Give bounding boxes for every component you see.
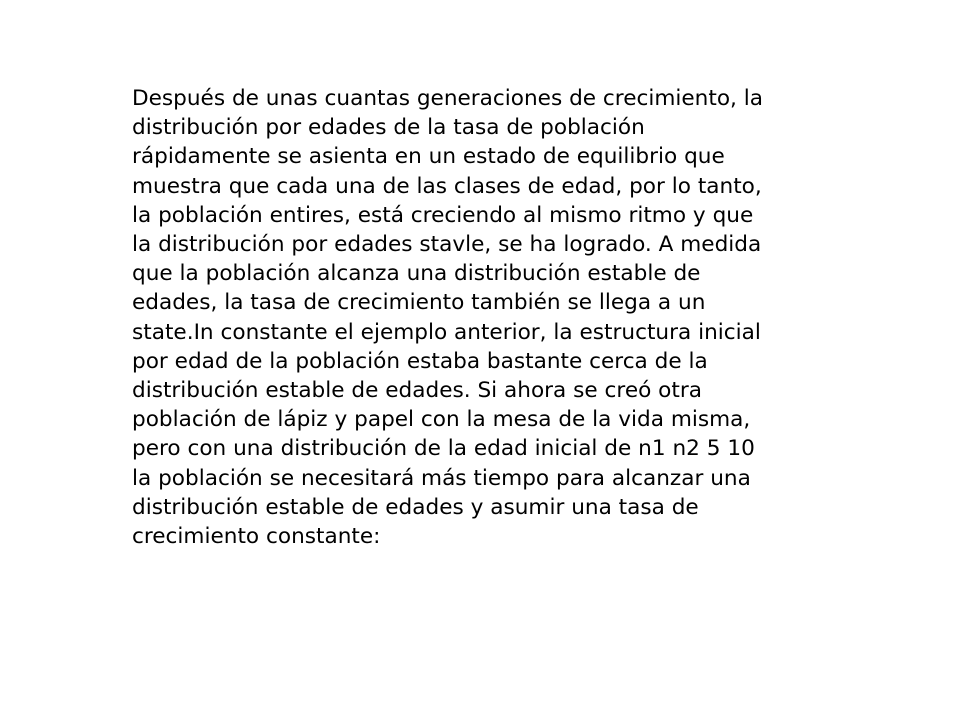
paragraph-line: edades, la tasa de crecimiento también se llega a un bbox=[132, 290, 706, 316]
paragraph-line: distribución por edades de la tasa de población bbox=[132, 115, 645, 141]
paragraph-line: la distribución por edades stavle, se ha logrado. A medida bbox=[132, 232, 762, 258]
paragraph-line: por edad de la población estaba bastante cerca de la bbox=[132, 348, 708, 374]
paragraph-line: state.In constante el ejemplo anterior, la estructura inicial bbox=[132, 319, 761, 345]
paragraph-line: rápidamente se asienta en un estado de equilibrio que bbox=[132, 144, 725, 170]
paragraph-line: la población entires, está creciendo al mismo ritmo y que bbox=[132, 202, 754, 228]
paragraph-line: pero con una distribución de la edad inicial de n1 n2 5 10 bbox=[132, 436, 755, 462]
paragraph-line: distribución estable de edades y asumir una tasa de bbox=[132, 494, 699, 520]
paragraph-line: muestra que cada una de las clases de edad, por lo tanto, bbox=[132, 173, 762, 199]
paragraph-line: población de lápiz y papel con la mesa de la vida misma, bbox=[132, 407, 751, 433]
paragraph-line: Después de unas cuantas generaciones de crecimiento, la bbox=[132, 86, 763, 111]
paragraph-line: distribución estable de edades. Si ahora se creó otra bbox=[132, 378, 702, 404]
paragraph-line: la población se necesitará más tiempo para alcanzar una bbox=[132, 465, 751, 491]
paragraph-line: crecimiento constante: bbox=[132, 524, 381, 550]
body-paragraph bbox=[132, 84, 852, 551]
paragraph-line: que la población alcanza una distribución estable de bbox=[132, 261, 701, 287]
